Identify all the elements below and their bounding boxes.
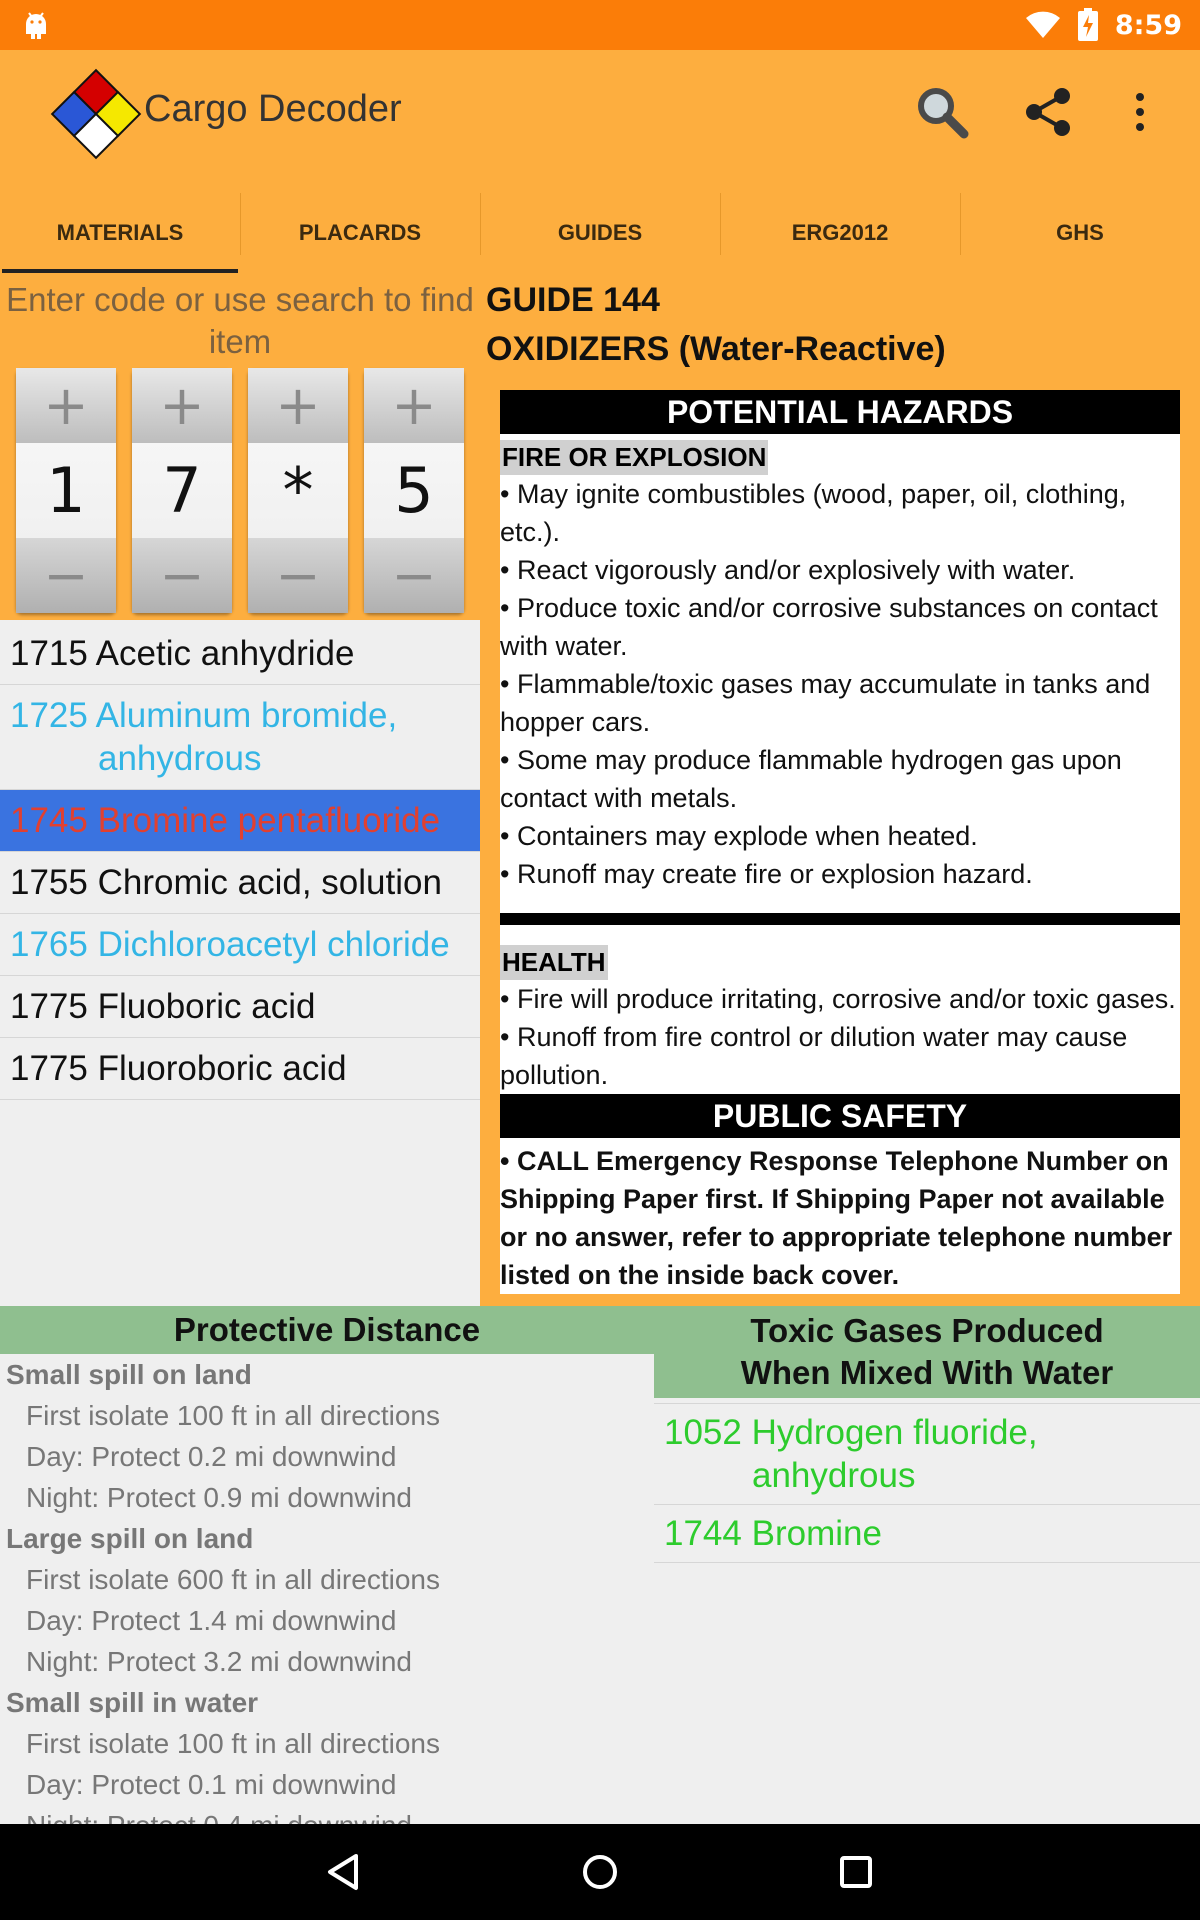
decrement-button[interactable]: − bbox=[16, 538, 116, 613]
material-name: Dichloroacetyl chloride bbox=[97, 925, 450, 964]
material-name: Fluoboric acid bbox=[97, 987, 316, 1026]
distance-detail: Night: Protect 3.2 mi downwind bbox=[26, 1646, 412, 1677]
hazard-line: • Flammable/toxic gases may accumulate in tanks and hopper cars. bbox=[500, 669, 1151, 737]
spill-category: Large spill on land bbox=[6, 1523, 254, 1554]
material-code: 1755 bbox=[10, 863, 88, 902]
clock: 8:59 bbox=[1114, 9, 1182, 41]
guide-title: OXIDIZERS (Water-Reactive) bbox=[486, 330, 946, 368]
share-button[interactable] bbox=[1016, 80, 1080, 144]
protective-distance-header: Protective Distance bbox=[0, 1306, 654, 1354]
recents-button[interactable] bbox=[826, 1842, 886, 1902]
increment-button[interactable]: + bbox=[132, 368, 232, 443]
guide-panel[interactable] bbox=[480, 273, 1200, 1306]
section-divider bbox=[500, 913, 1180, 925]
toxic-gases-header-line2: When Mixed With Water bbox=[740, 1354, 1114, 1391]
material-code: 1745 bbox=[10, 801, 88, 840]
public-safety-header: PUBLIC SAFETY bbox=[500, 1094, 1180, 1138]
distance-detail: First isolate 100 ft in all directions bbox=[26, 1728, 440, 1759]
increment-button[interactable]: + bbox=[16, 368, 116, 443]
tab-placards[interactable]: PLACARDS bbox=[240, 193, 480, 273]
decrement-button[interactable]: − bbox=[132, 538, 232, 613]
back-button[interactable] bbox=[314, 1842, 374, 1902]
search-icon bbox=[914, 84, 970, 140]
digit-picker-2 bbox=[132, 368, 232, 613]
list-item[interactable] bbox=[0, 852, 480, 914]
list-item[interactable] bbox=[0, 1038, 480, 1100]
more-vert-icon bbox=[1130, 92, 1150, 132]
list-item[interactable] bbox=[0, 914, 480, 976]
fire-heading: FIRE OR EXPLOSION bbox=[500, 440, 768, 475]
toxic-gases-panel bbox=[654, 1306, 1200, 1824]
list-item[interactable] bbox=[654, 1505, 1200, 1563]
health-heading: HEALTH bbox=[500, 945, 608, 980]
material-name: Bromine pentafluoride bbox=[97, 801, 441, 840]
list-item[interactable] bbox=[654, 1404, 1200, 1505]
distance-detail: Day: Protect 0.1 mi downwind bbox=[26, 1769, 397, 1800]
hazard-line: • Containers may explode when heated. bbox=[500, 821, 978, 851]
materials-panel bbox=[0, 273, 480, 1306]
hazard-line: • Runoff may create fire or explosion hazard. bbox=[500, 859, 1033, 889]
app-title: Cargo Decoder bbox=[144, 88, 402, 130]
toxic-gases-header-line1: Toxic Gases Produced bbox=[750, 1312, 1104, 1349]
potential-hazards-header: POTENTIAL HAZARDS bbox=[500, 390, 1180, 434]
gas-name-continued: anhydrous bbox=[752, 1456, 916, 1495]
more-options-button[interactable] bbox=[1108, 80, 1172, 144]
list-item[interactable] bbox=[0, 685, 480, 790]
health-line: • Fire will produce irritating, corrosive and/or toxic gases. bbox=[500, 984, 1176, 1014]
distance-detail: Night: Protect 0.9 mi downwind bbox=[26, 1482, 412, 1513]
share-icon bbox=[1020, 84, 1076, 140]
recents-icon bbox=[836, 1852, 876, 1892]
gas-code: 1052 bbox=[664, 1413, 742, 1452]
list-item[interactable] bbox=[0, 623, 480, 685]
material-name: Acetic anhydride bbox=[95, 634, 355, 673]
battery-charging-icon bbox=[1077, 8, 1099, 42]
gas-name: Hydrogen fluoride, bbox=[751, 1413, 1038, 1452]
search-button[interactable] bbox=[910, 80, 974, 144]
digit-picker-4 bbox=[364, 368, 464, 613]
material-name: Chromic acid, solution bbox=[97, 863, 442, 902]
status-bar bbox=[0, 0, 1200, 50]
increment-button[interactable]: + bbox=[248, 368, 348, 443]
tab-ghs[interactable]: GHS bbox=[960, 193, 1200, 273]
digit-value: 1 bbox=[46, 454, 86, 527]
digit-value: * bbox=[282, 454, 314, 527]
navigation-bar bbox=[0, 1824, 1200, 1920]
tab-guides[interactable]: GUIDES bbox=[480, 193, 720, 273]
digit-value: 7 bbox=[162, 454, 202, 527]
protective-distance-panel bbox=[0, 1306, 654, 1824]
materials-list bbox=[0, 623, 480, 1100]
back-icon bbox=[324, 1852, 364, 1892]
material-code: 1715 bbox=[10, 634, 88, 673]
material-code: 1775 bbox=[10, 1049, 88, 1088]
distance-detail: Day: Protect 1.4 mi downwind bbox=[26, 1605, 397, 1636]
home-icon bbox=[580, 1852, 620, 1892]
nfpa-diamond-logo-icon bbox=[48, 66, 144, 162]
digit-value: 5 bbox=[394, 454, 434, 527]
tab-materials[interactable]: MATERIALS bbox=[0, 193, 240, 273]
list-item-selected[interactable] bbox=[0, 790, 480, 852]
app-bar bbox=[0, 50, 1200, 193]
guide-number: GUIDE 144 bbox=[486, 281, 660, 319]
material-code: 1725 bbox=[10, 696, 88, 735]
android-icon bbox=[22, 10, 50, 40]
home-button[interactable] bbox=[570, 1842, 630, 1902]
tab-bar bbox=[0, 193, 1200, 273]
material-code: 1765 bbox=[10, 925, 88, 964]
digit-picker-1 bbox=[16, 368, 116, 613]
hazard-line: • May ignite combustibles (wood, paper, oil, clothing, etc.). bbox=[500, 479, 1127, 547]
decrement-button[interactable]: − bbox=[364, 538, 464, 613]
gas-code: 1744 bbox=[664, 1514, 742, 1553]
distance-detail: Day: Protect 0.2 mi downwind bbox=[26, 1441, 397, 1472]
health-line: • Runoff from fire control or dilution water may cause pollution. bbox=[500, 1022, 1128, 1090]
distance-detail: First isolate 600 ft in all directions bbox=[26, 1564, 440, 1595]
list-item[interactable] bbox=[0, 976, 480, 1038]
digit-picker-3 bbox=[248, 368, 348, 613]
guide-document bbox=[500, 390, 1180, 1294]
distance-detail: First isolate 100 ft in all directions bbox=[26, 1400, 440, 1431]
hazard-line: • Some may produce flammable hydrogen gas upon contact with metals. bbox=[500, 745, 1122, 813]
material-name: Fluoroboric acid bbox=[97, 1049, 347, 1088]
wifi-icon bbox=[1025, 11, 1061, 39]
public-safety-line: • CALL Emergency Response Telephone Number on Shipping Paper first. If Shipping Paper not available or no answer, refer to appropriate telephone number listed on the inside back cover. bbox=[500, 1146, 1173, 1290]
toxic-gases-header bbox=[654, 1306, 1200, 1398]
gas-name: Bromine bbox=[751, 1514, 882, 1553]
code-entry bbox=[0, 273, 480, 620]
material-code: 1775 bbox=[10, 987, 88, 1026]
increment-button[interactable]: + bbox=[364, 368, 464, 443]
protective-distance-rows bbox=[0, 1354, 654, 1846]
tab-erg2012[interactable]: ERG2012 bbox=[720, 193, 960, 273]
search-hint: Enter code or use search to find item bbox=[6, 281, 474, 360]
spill-category: Small spill in water bbox=[6, 1687, 259, 1718]
decrement-button[interactable]: − bbox=[248, 538, 348, 613]
material-name: Aluminum bromide, bbox=[95, 696, 398, 735]
material-name-continued: anhydrous bbox=[98, 739, 262, 778]
spill-category: Small spill on land bbox=[6, 1359, 252, 1390]
hazard-line: • React vigorously and/or explosively with water. bbox=[500, 555, 1076, 585]
hazard-line: • Produce toxic and/or corrosive substances on contact with water. bbox=[500, 593, 1158, 661]
